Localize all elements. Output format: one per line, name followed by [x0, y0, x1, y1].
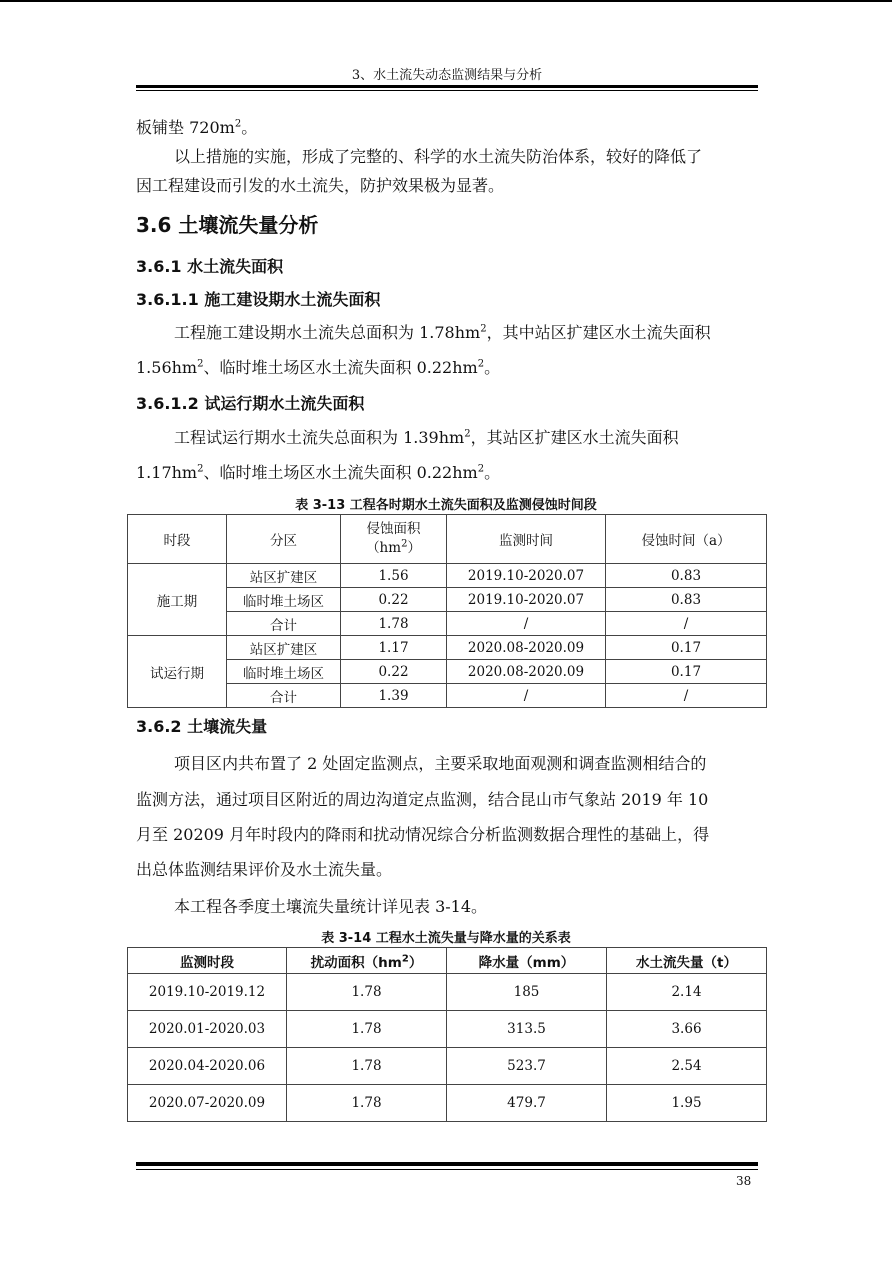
- page-number: 38: [736, 1174, 752, 1188]
- zone-cell: 合计: [227, 684, 341, 708]
- header-disturbed-area: 扰动面积$(hm^2)$: [287, 948, 447, 974]
- table-3-13-header-row: [128, 515, 767, 564]
- period-cell: 2020.07-2020.09: [128, 1085, 287, 1122]
- footer-rule-thin: [136, 1169, 758, 1170]
- table-3-13-caption: 表 3-13 工程各时期水土流失面积及监测侵蚀时间段: [295, 498, 597, 513]
- paragraph-measures-line1: 以上措施的实施，形成了完整的、科学的水土流失防治体系，较好的降低了: [174, 147, 703, 166]
- section-heading-3-6: 3.6 土壤流失量分析: [136, 213, 319, 237]
- zone-cell: 站区扩建区: [227, 564, 341, 588]
- monitoring-paragraph-line3: 月至 20209 月年时段内的降雨和扰动情况综合分析监测数据合理性的基础上，得: [136, 825, 710, 844]
- loss-cell: 2.54: [607, 1048, 767, 1085]
- table-3-14-header-row: [128, 948, 767, 974]
- zone-cell: 合计: [227, 612, 341, 636]
- zone-cell: 站区扩建区: [227, 636, 341, 660]
- table-3-13: [127, 514, 767, 708]
- time-cell: 2020.08-2020.09: [447, 636, 606, 660]
- period-cell: 施工期: [128, 564, 227, 636]
- table-row: [128, 1048, 767, 1085]
- rain-cell: 185: [447, 974, 607, 1011]
- area-cell: 1.39: [341, 684, 447, 708]
- header-monitor-period: 监测时段: [128, 948, 287, 974]
- section-heading-3-6-1-1: 3.6.1.1 施工建设期水土流失面积: [136, 290, 381, 309]
- table-row: [128, 636, 767, 660]
- area-cell: 1.56: [341, 564, 447, 588]
- monitoring-paragraph-line2: 监测方法，通过项目区附近的周边沟道定点监测，结合昆山市气象站 2019 年 10: [136, 790, 709, 809]
- running-header: 3、水土流失动态监测结果与分析: [351, 68, 543, 83]
- table-3-14-caption: 表 3-14 工程水土流失量与降水量的关系表: [321, 931, 571, 946]
- period-cell: 2020.04-2020.06: [128, 1048, 287, 1085]
- section-heading-3-6-1-2: 3.6.1.2 试运行期水土流失面积: [136, 394, 365, 413]
- erosion-cell: /: [606, 612, 767, 636]
- time-cell: 2020.08-2020.09: [447, 660, 606, 684]
- paragraph-measures-line2: 因工程建设而引发的水土流失，防护效果极为显著。: [136, 176, 505, 195]
- area-cell: 0.22: [341, 660, 447, 684]
- erosion-cell: 0.83: [606, 588, 767, 612]
- monitoring-paragraph-line4: 出总体监测结果评价及水土流失量。: [136, 860, 393, 879]
- time-cell: /: [447, 684, 606, 708]
- header-area: 侵蚀面积 $(hm^2)$: [341, 515, 447, 564]
- time-cell: /: [447, 612, 606, 636]
- page-top-border: [0, 0, 892, 2]
- area-cell: 1.78: [341, 612, 447, 636]
- section-heading-3-6-2: 3.6.2 土壤流失量: [136, 717, 268, 736]
- erosion-cell: /: [606, 684, 767, 708]
- header-rule-thin: [136, 90, 758, 91]
- footer-rule-thick: [136, 1162, 758, 1166]
- table-row: [128, 1085, 767, 1122]
- rain-cell: 523.7: [447, 1048, 607, 1085]
- period-cell: 2019.10-2019.12: [128, 974, 287, 1011]
- time-cell: 2019.10-2020.07: [447, 564, 606, 588]
- rain-cell: 479.7: [447, 1085, 607, 1122]
- table-row: [128, 1011, 767, 1048]
- construction-area-line2: $1.56hm^2$、临时堆土场区水土流失面积 $0.22hm^2$。: [136, 358, 501, 377]
- paragraph-continuation: 板铺垫 $720m^2$。: [136, 118, 258, 137]
- table-3-14: [127, 947, 767, 1122]
- zone-cell: 临时堆土场区: [227, 660, 341, 684]
- header-soil-loss: 水土流失量（t）: [607, 948, 767, 974]
- time-cell: 2019.10-2020.07: [447, 588, 606, 612]
- erosion-cell: 0.83: [606, 564, 767, 588]
- table-row: [128, 564, 767, 588]
- area-cell: 1.78: [287, 1085, 447, 1122]
- area-cell: 1.17: [341, 636, 447, 660]
- area-cell: 1.78: [287, 1048, 447, 1085]
- area-cell: 1.78: [287, 974, 447, 1011]
- header-period: 时段: [128, 515, 227, 564]
- monitoring-paragraph-line1: 项目区内共布置了 2 处固定监测点，主要采取地面观测和调查监测相结合的: [174, 754, 707, 773]
- loss-cell: 1.95: [607, 1085, 767, 1122]
- header-erosion-time: 侵蚀时间（a）: [606, 515, 767, 564]
- section-heading-3-6-1: 3.6.1 水土流失面积: [136, 257, 284, 276]
- table-reference-paragraph: 本工程各季度土壤流失量统计详见表 3-14。: [174, 897, 488, 916]
- erosion-cell: 0.17: [606, 636, 767, 660]
- construction-area-line1: 工程施工建设期水土流失总面积为 $1.78hm^2$，其中站区扩建区水土流失面积: [174, 323, 711, 342]
- table-row: [128, 974, 767, 1011]
- header-monitor-time: 监测时间: [447, 515, 606, 564]
- area-cell: 0.22: [341, 588, 447, 612]
- header-rainfall: 降水量（mm）: [447, 948, 607, 974]
- period-cell: 试运行期: [128, 636, 227, 708]
- period-cell: 2020.01-2020.03: [128, 1011, 287, 1048]
- erosion-cell: 0.17: [606, 660, 767, 684]
- zone-cell: 临时堆土场区: [227, 588, 341, 612]
- trial-area-line2: $1.17hm^2$、临时堆土场区水土流失面积 $0.22hm^2$。: [136, 463, 501, 482]
- loss-cell: 2.14: [607, 974, 767, 1011]
- header-zone: 分区: [227, 515, 341, 564]
- area-cell: 1.78: [287, 1011, 447, 1048]
- loss-cell: 3.66: [607, 1011, 767, 1048]
- trial-area-line1: 工程试运行期水土流失总面积为 $1.39hm^2$，其站区扩建区水土流失面积: [174, 428, 679, 447]
- header-rule-thick: [136, 85, 758, 88]
- rain-cell: 313.5: [447, 1011, 607, 1048]
